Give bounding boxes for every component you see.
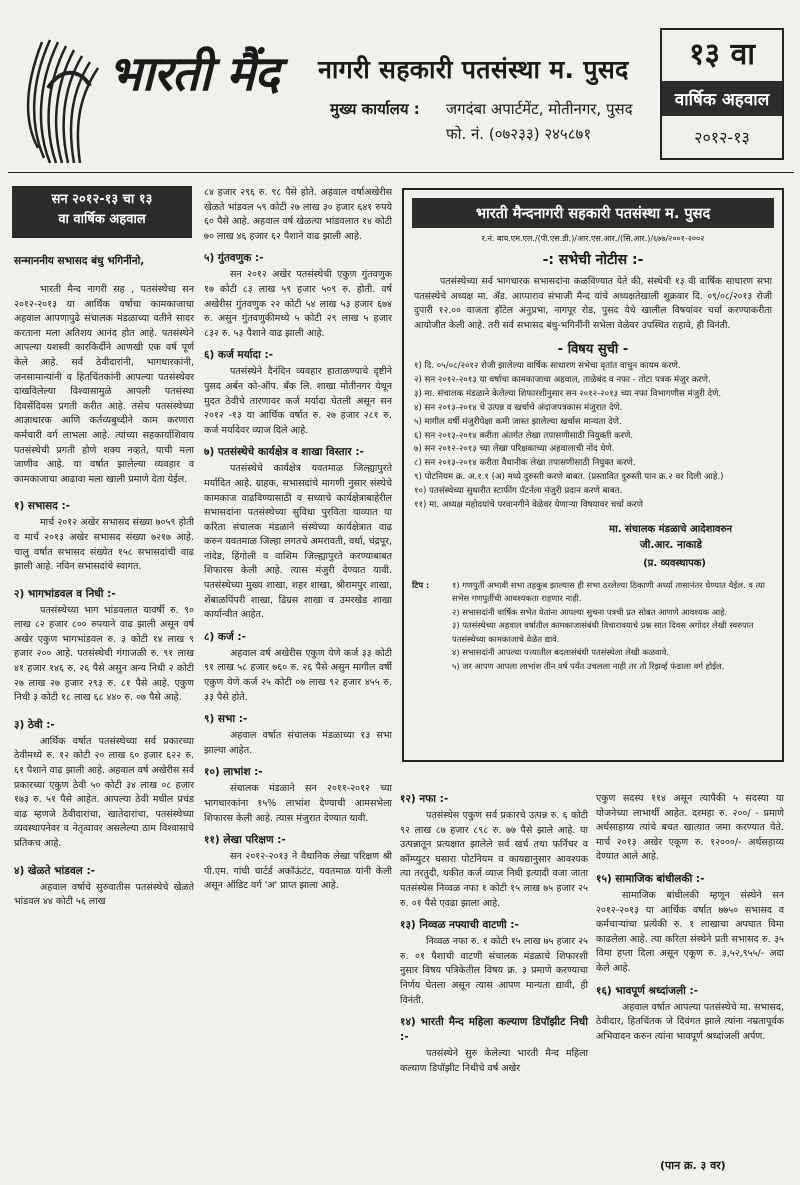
- office-label: मुख्य कार्यालय :: [330, 100, 420, 118]
- agenda-title: - विषय सुची -: [557, 342, 629, 357]
- signer-name: जी.आर. नाकाडे: [639, 538, 702, 551]
- section-title: ३) ठेवी :-: [14, 718, 55, 731]
- section-title: २) भागभांडवल व निधी :-: [14, 587, 116, 600]
- agenda-item: ९) पोटनियम क्र. अ.१.१ (अ) मध्ये दुरुस्ती करणे बाबत. (प्रस्तावित दुरुस्ती पान क्र.२ वर दिली आहे.): [414, 472, 724, 483]
- intro-banner-line2: वा वार्षिक अहवाल: [58, 212, 146, 227]
- tip-item: ४) सभासदांनी आपल्या पत्त्यातील बदलासंबंधी पतसंस्थेला लेखी कळवावे.: [452, 647, 670, 658]
- notice-box: [402, 188, 784, 762]
- section-title: १) सभासद :-: [14, 500, 70, 513]
- section-body: सन २०१२ अखेर पतसंस्थेची एकुण गुंतवणुक १७ कोटी ८३ लाख ५९ हजार ५०९ रु. होती. वर्ष अखेरीस गुंतवणुक २२ कोटी ५४ लाख ५३ हजार ६७४ रु. असुन गुंतवणुकीमध्ये ५ कोटी २९ लाख ५ हजार ८३२ रु. ५३ पैशाने वाढ झाली आहे.: [204, 269, 392, 339]
- tip-item: ५) जर आपण आपला लाभांश तीन वर्ष पर्यंत उचलला नाही तर तो रिझर्व्ह फंडाला वर्ग होईल.: [452, 660, 725, 671]
- section-body: आर्थिक वर्षात पतसंस्थेच्या सर्व प्रकारच्या ठेवीमध्ये रु. १२ कोटी २० लाख ६० हजार ६२२ रु. ६१ पैशाने वाढ झाली आहे. अहवाल वर्ष अखेरीस सर्व प्रकारच्या एकुण ठेवी ५० कोटी ३४ लाख ०८ हजार १७३ रु. ५१ पैसे आहेत. आपल्या ठेवी मधील प्रचंड वाढ म्हणजे ठेवीदारांचा, खातेदारांचा, पतसंस्थेच्या व्यवस्थापनेवर व नेतृत्वावर असलेल्या ठाम विश्वासाचे प्रतिकच आहे.: [14, 735, 194, 849]
- section-body: अहवाल वर्षाचे सुरुवातीस पतसंस्थेचे खेळते भांडवल ४४ कोटी ५६ लाख: [14, 881, 194, 908]
- report-label: वार्षिक अहवाल: [662, 81, 782, 116]
- intro-banner-line1: सन २०१२-१३ चा १३: [51, 192, 153, 207]
- section-body: एकुण सदस्य ११४ असून त्यापैकी ५ सदस्या या योजनेच्या लाभार्थी आहेत. दरमहा रु. २००/ - प्रमाणे अर्धसाहाय्य त्यांचे बचत खात्यात जमा करण्यात येते. मार्च २०१३ अखेर एकूण रु. १२०००/- अर्थसहाय्य देण्यात आले आहे.: [596, 793, 784, 863]
- tip-item: २) सभासदांनी वार्षिक सभेत येतांना आपल्या सुचना पत्रची प्रत सोबत आणणे आवश्यक आहे.: [452, 606, 728, 617]
- intro-banner: [12, 186, 192, 238]
- section-body: पतसंस्थेने दैनंदिन व्यवहार हाताळण्याचे दृष्टीने पुसद अर्बन को-ऑप. बँक लि. शाखा मोतीनगर येथून मुदत ठेवीचे तारणावर कर्ज मर्यादा घेतली असून सन २०१२ -१३ या आर्थिक वर्षात रु. २७ हजार २८१ रु. कर्ज मर्यादेवर व्याज दिले आहे.: [204, 366, 392, 436]
- tip-item: ३) पतसंस्थेच्या अहवाल वर्षातील कामकाजासंबंधी विचारावयाचे प्रश्न सात दिवस अगोदर लेखी स्वरुपात पतसंस्थेच्या कामकाजाचे वेळेत द्यावे.: [452, 620, 754, 644]
- intro-paragraph: भारती मैन्द नागरी सह , पतसंस्थेचा सन २०१२-२०१३ या आर्थिक वर्षाचा कामकाजाचा अहवाल आपणापुढे संचालक मंडळाच्या वतीने सादर करताना मला अतिशय आनंद होत आहे. पतसंस्थेने आपल्या यशस्वी कारकिर्दीने आणखी एक वर्ष पूर्ण केले आहे. सर्व ठेवीदारांनी, भागधारकांनी, जनसामान्यांनी व हितचिंतकांनी आपल्या पतसंस्थेवर दाखविलेल्या विश्वासामुळे आपली पतसंस्था दिवसेंदिवस प्रगती करीत आहे. तसेच पतसंस्थेच्या आज्ञाधारक आणि कर्तव्यबुध्दीने काम करणारा कर्मचारी वर्ग लाभला आहे. त्यांच्या सहकार्याशिवाय पतसंस्थेची प्रगती होणे शक्य नव्हते, याची मला जाणीव आहे. या वर्षात झालेल्या व्यवहार व कामकाजाचा आढावा मला खाली प्रमाणे देता येईल.: [14, 284, 194, 485]
- order-line: मा. संचालक मंडळाचे आदेशावरुन: [609, 523, 732, 535]
- tip-item: १) गणपुर्ती अभावी सभा तहकुब झाल्यास ही सभा ठरलेल्या ठिकाणी अर्ध्या तासानंतर घेण्यात येईल. व त्या सभेस गणपुर्तीची आवश्यकता राहणार नाही.: [452, 579, 765, 604]
- tip-label: टिप :: [412, 579, 430, 590]
- section-title: ९) सभा :-: [204, 713, 248, 726]
- column-4: [596, 792, 784, 1047]
- edition-number: १३ वा: [688, 37, 756, 72]
- section-body: संचालक मंडळाने सन २०११-२०१२ च्या भागधारकांना १५% लाभांश देण्याची आमसभेला शिफारस केली आहे. त्यास मंजुरात देण्यात यावी.: [204, 783, 392, 824]
- agenda-list: [414, 360, 774, 513]
- notice-body: पतसंस्थेच्या सर्व भागधारक सभासदांना कळविण्यात येते की, संस्थेची १३ वी वार्षिक साधारण सभा पतसंस्थेचे अध्यक्ष मा. ॲड. आप्पाराव संभाजी मैन्द यांचे अध्यक्षतेखाली शुक्रवार दि. ०९/०८/२०१३ रोजी दुपारी १२.०० वाजता हॉटेल अनुप्रभा, नागपूर रोड, पुसद येथे खालील विषयांवर चर्चा करण्याकरीता आयोजीत केली आहे. तरी सर्व सभासद बंधु-भगिनींनी सभेला वेळेवर उपस्थित राहावे, ही विनंती.: [414, 276, 772, 331]
- section-body: निव्वळ नफा रु. १ कोटी १५ लाख ७५ हजार २५ रु. ०१ पैशाची वाटणी संचालक मंडळाचे शिफारशी नुसार विषय पत्रिकेतील विषय क्र. ३ प्रमाणे करण्याचा निर्णय घेतला असून त्यास आपण मान्यता द्यावी, ही विनंती.: [400, 936, 588, 1006]
- section-title: ५) गुंतवणुक :-: [204, 252, 264, 265]
- notice-title: -: सभेची नोटीस :-: [542, 252, 644, 268]
- section-title: ६) कर्ज मर्यादा :-: [204, 349, 274, 362]
- office-address: जगदंबा अपार्टमेंट, मोतीनगर, पुसद: [446, 100, 633, 118]
- section-body: अहवाल वर्षात आपल्या पतसंस्थेचे मा. सभासद, ठेवीदार, हितचिंतक जे दिवंगत झाले त्यांना नम्रतापूर्वक अभिवादन करुन त्यांना भावपूर्ण श्रध्दांजली अर्पण.: [596, 1001, 784, 1042]
- section-body: मार्च २०१२ अखेर सभासद संख्या ७०५९ होती व मार्च २०१३ अखेर सभासद संख्या ७२१७ आहे. चालु वर्षात सभासद संख्येत १५८ सभासदांची वाढ झाली आहे. नविन सभासदांचे स्वागत.: [14, 517, 194, 573]
- section-title: ७) पतसंस्थेचे कार्यक्षेत्र व शाखा विस्तार :-: [204, 446, 364, 459]
- report-year: २०१२-१३: [694, 128, 750, 147]
- agenda-item: ५) मागील वर्षी मंजुरीपेक्षा कमी जास्त झालेल्या खर्चास मान्यता देणे.: [414, 416, 622, 427]
- header-divider: [8, 172, 794, 173]
- section-title: १२) नफा :-: [400, 793, 449, 805]
- agenda-item: १०) पतसंस्थेच्या सुधारीत स्टाफींग पॅटर्नला मंजुरी प्रदान करणे बाबत.: [414, 486, 623, 497]
- section-body: पतसंस्थेच्या भाग भांडवलात यावर्षी रु. ९० लाख ८२ हजार ८०० रुपयाने वाढ झाली असून वर्ष अखेर एकुण भागभांडवल रु. ३ कोटी १४ लाख ९ हजार २०० आहे. पतसंस्थेची गंगाजळी रु. ९१ लाख ४१ हजार १४६ रु. २६ पैसे असुन अन्य निधी २ कोटी २७ लाख २७ हजार २९३ रु. ८१ पैसे आहे. एकुण निधी ३ कोटी १८ लाख ६८ ४४० रु. ०७ पैसे आहे.: [14, 604, 194, 704]
- section-title: ४) खेळते भांडवल :-: [14, 864, 96, 877]
- column-1: [14, 254, 194, 913]
- section-body: अहवाल वर्ष अखेरीस एकुण येणे कर्ज ३३ कोटी ९१ लाख ५८ हजार ७६० रु. २६ पैसे असुन मागील वर्षी एकुण येणे कर्ज २५ कोटी ०७ लाख ९२ हजार ४५५ रु. ३३ पैसे होते.: [204, 647, 392, 703]
- section-title: ११) लेखा परिक्षण :-: [204, 834, 286, 847]
- agenda-item: ७) सन २०१२-२०१३ च्या लेखा परिक्षकाच्या अहवालाची नोंद घेणे.: [414, 444, 615, 455]
- section-body: पतसंस्थेचे कार्यक्षेत्र यवतमाळ जिल्ह्यापुरते मर्यादित आहे. ग्राहक, सभासदांचे मागणी नुसार संस्थेचे कामकाज वाढविण्यासाठी व सध्याचे कार्यक्षेत्राबाहेरील सभासदांना पतसंस्थेच्या सुविधा पुरविता याव्यात या करिता संचालक मंडळाने संस्थेच्या कार्यक्षेत्रात वाढ करुन यवतमाळ जिल्हा लगतचे अमरावती, वर्धा, चंद्रपूर, नांदेड, हिंगोली व वाशिम जिल्ह्यापुरते करण्याबाबत शिफारस केली आहे. त्यास मंजुरी देण्यात यावी. पतसंस्थेच्या मुख्य शाखा, शहर शाखा, श्रीरामपुर शाखा, शेंबाळपिंपरी शाखा, ढिग्रस शाखा व उमरखेड शाखा कार्यान्वीत आहेत.: [204, 463, 392, 621]
- section-title: १४) भारती मैन्द महिला कल्याण डिपॉझीट निधी :-: [400, 1016, 588, 1044]
- agenda-item: ८) सन २०१३-२०१४ करीता वैधानीक लेखा तपासणीसाठी नियुक्त करणे.: [414, 458, 636, 469]
- agenda-item: ४) सन २०१३-२०१४ चे उत्पन्न व खर्चाचे अंदाजपत्रकास मंजुरात देणे.: [414, 402, 623, 413]
- agenda-item: २) सन २०१२-२०१३ या वर्षाचा कामकाजाचा अहवाल, ताळेबंद व नफा - तोटा पत्रक मंजुर करणे.: [414, 374, 711, 385]
- section-title: १३) निव्वळ नफ्याची वाटणी :-: [400, 919, 519, 932]
- agenda-item: १) दि. ०५/०८/२०१२ रोजी झालेल्या वार्षिक साधारण सभेचा वृतांत वाचुन कायम करणे.: [414, 361, 681, 371]
- page-continuation: (पान क्र. ३ वर): [660, 1159, 726, 1172]
- section-body: ८४ हजार २९६ रु. ९८ पैसे होते. अहवाल वर्षाअखेरीस खेळते भांडवल ५९ कोटी २७ लाख ३० हजार ६४१ रुपये ६० पैसे आहे. अहवाल वर्ष खेळत्या भांडवलात १४ कोटी ७० लाख ४६ हजार ६२ पैशाने वाढ झाली आहे.: [204, 187, 392, 242]
- agenda-item: ६) सन २०१३-२०१४ करीता अंतर्गत लेखा तपासणीसाठी नियुक्ती करणे.: [414, 430, 634, 441]
- section-body: अहवाल वर्षात संचालक मंडळाच्या १३ सभा झाल्या आहेत.: [204, 730, 392, 756]
- signer-role: (प्र. व्यवस्थापक): [643, 557, 706, 569]
- logo-text: भारती मैंद: [108, 46, 279, 102]
- section-body: पतसंस्थेस एकुण सर्व प्रकारचे उत्पन्न रु. ६ कोटी ९२ लाख ८७ हजार ८९८ रु. ७७ पैसे झाले आहे. या उत्पन्नातून प्रत्यक्षात झालेले सर्व खर्च तथा फर्निचर व कॉम्प्युटर घसारा पोटनियम व कायद्यानुसार आवश्यक त्या तरतुदी, थकीत कर्ज व्याज निधी इत्यादी वजा जाता पतसंस्थेस निव्वळ नफा १ कोटी १५ लाख ७५ हजार २५ रु. ०१ पैसे एवढा झाला आहे.: [400, 810, 588, 909]
- tips-list: [452, 579, 774, 674]
- section-body: पतसंस्थेने सुरु केलेल्या भारती मैन्द महिला कल्याण डिपॉझीट निधीचे वर्ष अखेर: [400, 1048, 588, 1074]
- greeting: सन्माननीय सभासद बंधु भगिनींनो,: [14, 255, 145, 267]
- section-title: १०) लाभांश :-: [204, 766, 263, 779]
- section-title: ८) कर्ज :-: [204, 630, 246, 643]
- phone-number: फो. नं. (०७२३३) २४५८७१: [446, 125, 592, 143]
- section-title: १५) सामाजिक बांधीलकी :-: [596, 872, 705, 885]
- agenda-item: ३) मा. संचालक मंडळाने केलेल्या शिफारशीनुसार सन २०१२-२०१३ च्या नफा विभागणीस मंजुरी देणे.: [414, 388, 722, 399]
- column-3: [400, 792, 588, 1079]
- column-2: [204, 186, 392, 897]
- registration-number: र.नं. बाय.एम.एल./(पी.एस.डी.)/आर.एस.आर./(सि.आर.)/६७७/२००१-२००२: [481, 234, 705, 243]
- org-name: नागरी सहकारी पतसंस्था म. पुसद: [318, 55, 629, 84]
- section-body: सामाजिक बांधीलकी म्हणून संस्थेने सन २०१२-२०१३ या आर्थिक वर्षात ७७५० सभासद व कर्मचाऱ्यांचा प्रत्येकी रु. १ लाखाचा अपघात विमा काढलेला आहे. त्या करिता संस्थेने प्रती सभासद रु. ३५ विमा हप्ता दिला असून एकूण रु. ३,५२,९५५/- अदा केले आहे.: [596, 889, 784, 974]
- section-title: १६) भावपूर्ण श्रध्दांजली :-: [596, 984, 699, 997]
- edition-box: [660, 28, 784, 160]
- agenda-item: ११) मा. अध्यक्ष महोदयांचे परवानगीने वेळेवर येणाऱ्या विषयावर चर्चा करणे: [414, 500, 643, 511]
- section-body: सन २०१२-२०१३ ने वैधानिक लेखा परिक्षण श्री पी.एम. गांधी चार्टर्ड अकॉऊंटंट, यवतमाळ यांनी केली असून ऑडिट वर्ग 'अ' प्राप्त झाला आहे.: [204, 851, 392, 892]
- tips-block: [412, 579, 774, 674]
- notice-banner: भारती मैन्दनागरी सहकारी पतसंस्था म. पुसद: [412, 198, 774, 228]
- logo-emblem: [20, 28, 115, 168]
